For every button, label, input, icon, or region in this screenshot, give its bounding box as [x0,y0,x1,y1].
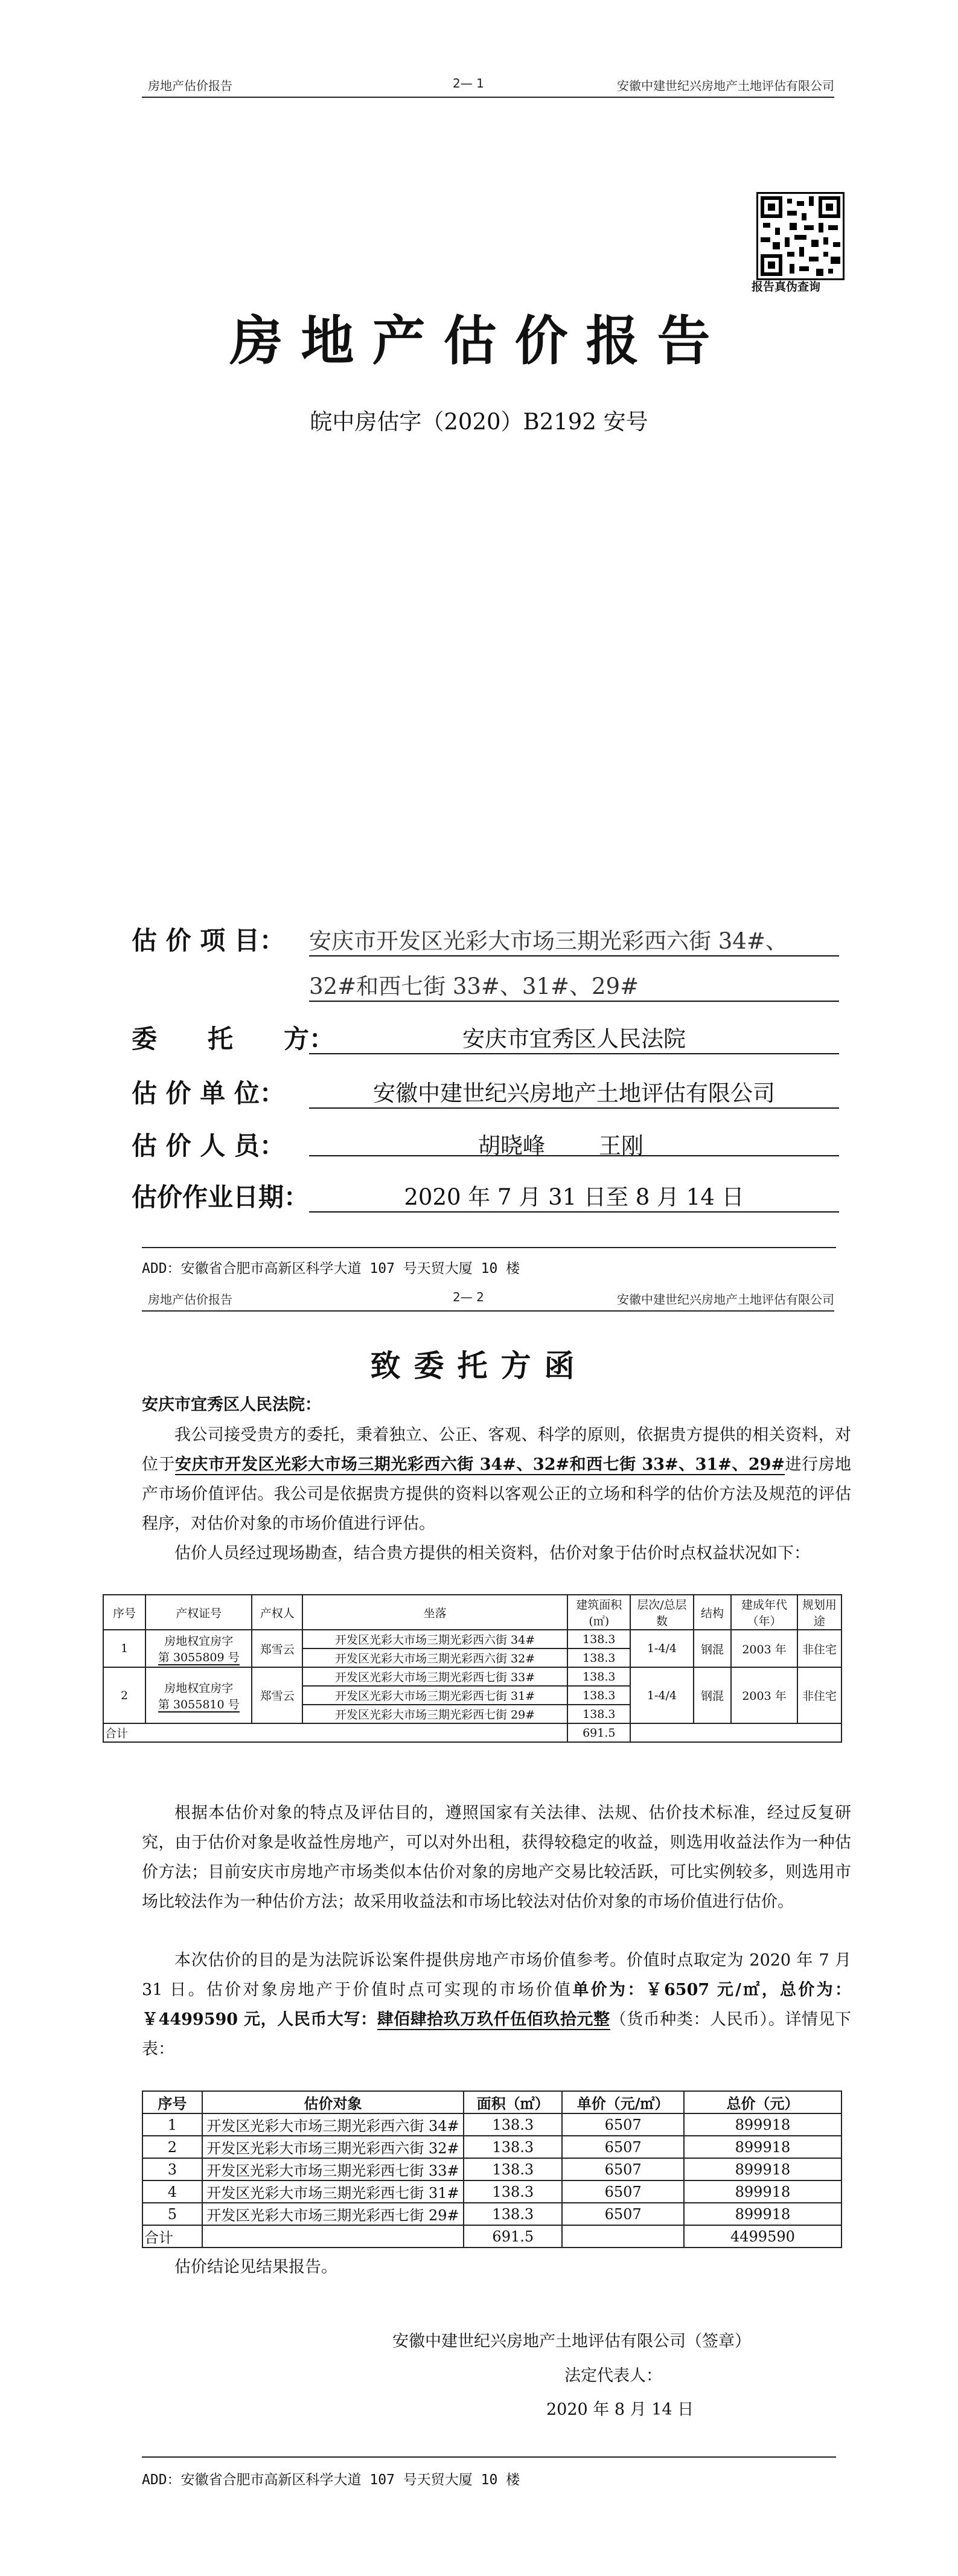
cell: 开发区光彩大市场三期光彩西七街 29# [202,2203,464,2225]
cell: 5 [142,2203,202,2225]
owner: 郑雪云 [252,1667,302,1723]
usage: 非住宅 [797,1630,841,1667]
table-total-row [142,2225,841,2248]
cell: 6507 [562,2158,684,2180]
table-header: 规划用途 [797,1595,841,1630]
area: 138.3 [567,1667,630,1686]
cert-no [145,1667,252,1723]
paragraph-2: 估价人员经过现场勘查，结合贵方提供的相关资料，估价对象于估价时点权益状况如下： [174,1544,810,1563]
cell [562,2225,684,2248]
p4-text-d: （货币种类：人民币）。详情见下表： [142,2010,852,2059]
valuers-value [309,1127,839,1159]
p1-property: 安庆市开发区光彩大市场三期光彩西六街 34#、32#和西七街 33#、31#、29# [175,1455,785,1474]
cell: 6507 [562,2180,684,2203]
table-total-row [103,1723,841,1742]
table-row [142,2180,841,2203]
cell: 1 [142,2113,202,2136]
table-header: 估价对象 [202,2091,464,2113]
unit-label: 估 价 单 位： [132,1078,285,1108]
cell: 开发区光彩大市场三期光彩西六街 32# [202,2136,464,2158]
p1-text-a: 我公司接受贵方的委托，秉着独立、公正、客观、科学的原则，依据贵方提供的相关资料，对位于 [142,1426,851,1474]
signature-representative: 法定代表人： [564,2366,662,2385]
build-year: 2003 年 [731,1630,797,1667]
cell: 899918 [684,2158,841,2180]
table-header: 序号 [103,1595,145,1630]
table-row [103,1667,841,1686]
cell: 2 [142,2136,202,2158]
structure: 钢混 [694,1667,732,1723]
date-value: 2020 年 7 月 31 日至 8 月 14 日 [309,1179,839,1213]
letter-title: 致委托方函 [370,1348,588,1383]
p4-capital: 肆佰肆拾玖万玖仟伍佰玖拾元整 [377,2010,610,2029]
table-header: 层次/总层数 [630,1595,693,1630]
page-header [142,72,834,98]
p4-value: 单价为：￥6507 元/㎡，总价为：￥4499590 元，人民币大写： [142,1981,851,2029]
cell: 开发区光彩大市场三期光彩西七街 31# [202,2180,464,2203]
cell: 138.3 [464,2203,562,2225]
cell: 3 [142,2158,202,2180]
row-no: 2 [103,1667,145,1723]
page-header [142,1286,834,1312]
paragraph-4 [142,1946,851,2064]
area: 138.3 [567,1630,630,1648]
table-header: 单价（元/㎡） [562,2091,684,2113]
client-value: 安庆市宜秀区人民法院 [309,1020,839,1054]
cell: 6507 [562,2136,684,2158]
cell: 691.5 [464,2225,562,2248]
paragraph-1 [142,1420,851,1539]
usage: 非住宅 [797,1667,841,1723]
row-no: 1 [103,1630,145,1667]
footer-address: ADD：安徽省合肥市高新区科学大道 107 号天贸大厦 10 楼 [142,2472,520,2488]
project-value-line2: 32#和西七街 33#、31#、29# [309,968,839,1002]
location: 开发区光彩大市场三期光彩西六街 32# [302,1648,567,1667]
table-header: 序号 [142,2091,202,2113]
cert-prefix: 房地权宜房字 [164,1635,234,1648]
table-row [103,1630,841,1648]
footer-address: ADD：安徽省合肥市高新区科学大道 107 号天贸大厦 10 楼 [142,1261,520,1277]
header-page-number: 2— 2 [453,1290,484,1304]
cell: 138.3 [464,2113,562,2136]
footer-divider [142,2456,836,2458]
date-label: 估价作业日期： [132,1182,310,1212]
cell: 899918 [684,2203,841,2225]
floors: 1-4/4 [630,1667,693,1723]
location: 开发区光彩大市场三期光彩西六街 34# [302,1630,567,1648]
total-empty [630,1723,841,1742]
ownership-table [103,1594,842,1743]
table-header: 坐落 [302,1595,567,1630]
cert-prefix: 房地权宜房字 [164,1681,234,1695]
cell: 合计 [142,2225,202,2248]
qr-caption: 报告真伪查询 [752,280,821,293]
cell: 开发区光彩大市场三期光彩西七街 33# [202,2158,464,2180]
cell: 4 [142,2180,202,2203]
project-label: 估 价 项 目： [132,926,285,955]
project-value-line1: 安庆市开发区光彩大市场三期光彩西六街 34#、 [309,923,839,956]
cell: 138.3 [464,2158,562,2180]
cell: 6507 [562,2203,684,2225]
report-title: 房地产估价报告 [229,309,729,372]
cell: 开发区光彩大市场三期光彩西六街 34# [202,2113,464,2136]
location: 开发区光彩大市场三期光彩西七街 33# [302,1667,567,1686]
valuer-name: 王刚 [599,1133,643,1159]
qr-code-icon[interactable] [756,192,845,280]
table-header: 总价（元） [684,2091,841,2113]
table-header: 建成年代（年） [731,1595,797,1630]
signature-date: 2020 年 8 月 14 日 [546,2400,694,2419]
cell: 138.3 [464,2136,562,2158]
build-year: 2003 年 [731,1667,797,1723]
cell: 4499590 [684,2225,841,2248]
cell [202,2225,464,2248]
unit-value: 安徽中建世纪兴房地产土地评估有限公司 [309,1075,839,1109]
p1-text-c: 进行房地产市场价值评估。我公司是依据贵方提供的资料以客观公正的立场和科学的估价方法及规范的评估程序，对估价对象的市场价值进行评估。 [142,1455,852,1533]
signature-company: 安徽中建世纪兴房地产土地评估有限公司（签章） [392,2332,751,2351]
cert-number: 第 3055809 号 [158,1651,240,1664]
table-row [142,2113,841,2136]
area: 138.3 [567,1648,630,1667]
valuer-name: 胡晓峰 [478,1133,545,1159]
cell: 6507 [562,2113,684,2136]
cover-page [0,0,958,1286]
table-row [142,2136,841,2158]
table-header: 结构 [694,1595,732,1630]
table-row [142,2203,841,2225]
location: 开发区光彩大市场三期光彩西七街 29# [302,1705,567,1723]
table-header: 面积（㎡） [464,2091,562,2113]
cell: 899918 [684,2136,841,2158]
report-number: 皖中房估字（2020）B2192 安号 [310,409,648,435]
cell: 899918 [684,2180,841,2203]
location: 开发区光彩大市场三期光彩西七街 31# [302,1686,567,1705]
paragraph-3: 根据本估价对象的特点及评估目的，遵照国家有关法律、法规、估价技术标准，经过反复研究，由于估价对象是收益性房地产，可以对外出租，获得较稳定的收益，则选用收益法作为一种估价方法；目前安庆市房地产市场类似本估价对象的房地产交易比较活跃，可比实例较多，则选用市场比较法作为一种估价方法；故采用收益法和市场比较法对估价对象的市场价值进行估价。 [142,1804,851,1911]
header-company: 安徽中建世纪兴房地产土地评估有限公司 [617,1292,834,1307]
table-row [142,2158,841,2180]
total-area: 691.5 [567,1723,630,1742]
cell: 138.3 [464,2180,562,2203]
owner: 郑雪云 [252,1630,302,1667]
header-left: 房地产估价报告 [148,1292,232,1307]
cert-no [145,1630,252,1667]
header-left: 房地产估价报告 [148,78,232,93]
area: 138.3 [567,1686,630,1705]
header-page-number: 2— 1 [453,76,484,91]
footer-divider [142,1247,836,1248]
header-company: 安徽中建世纪兴房地产土地评估有限公司 [617,78,834,93]
table-header: 建筑面积(㎡) [567,1595,630,1630]
area: 138.3 [567,1705,630,1723]
floors: 1-4/4 [630,1630,693,1667]
cell: 899918 [684,2113,841,2136]
p4-text-a: 本次估价的目的是为法院诉讼案件提供房地产市场价值参考。价值时点取定为 2020 年 7 月 31 日。估价对象房地产于价值时点可实现的市场价值 [142,1951,851,1999]
client-label: 委 托 方： [132,1024,335,1054]
total-label: 合计 [103,1723,567,1742]
paragraph-5: 估价结论见结果报告。 [174,2258,337,2276]
structure: 钢混 [694,1630,732,1667]
table-header: 产权人 [252,1595,302,1630]
salutation: 安庆市宜秀区人民法院： [142,1395,321,1414]
valuation-table [142,2091,842,2248]
valuers-label: 估 价 人 员： [132,1131,285,1161]
cert-number: 第 3055810 号 [158,1697,240,1711]
table-header: 产权证号 [145,1595,252,1630]
